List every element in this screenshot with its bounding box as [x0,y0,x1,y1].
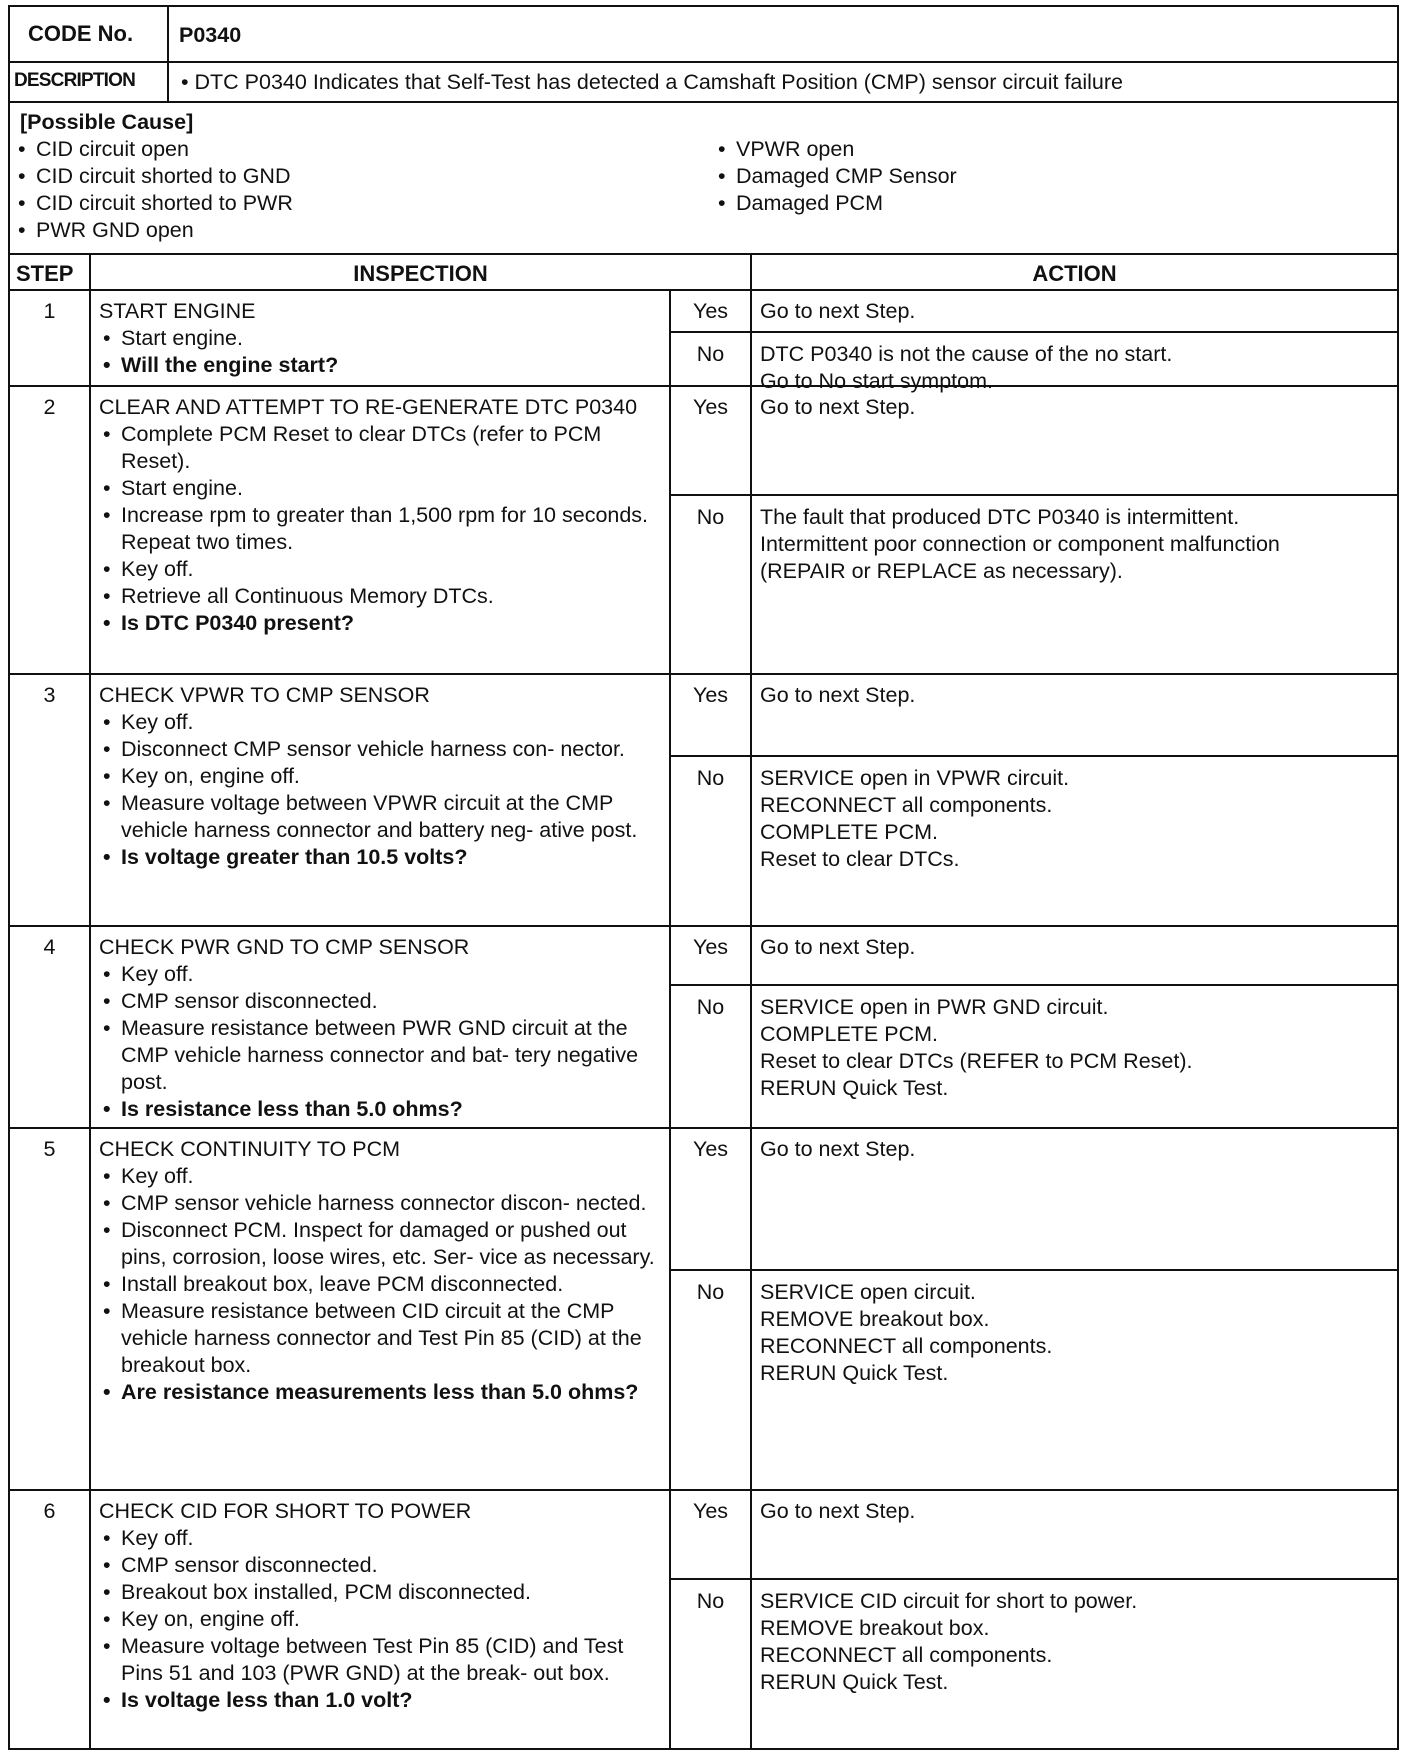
inspection-item: • Key off. [99,961,661,988]
description-text: • DTC P0340 Indicates that Self-Test has detected a Camshaft Position (CMP) sensor circuit failure [181,70,1124,94]
action-line: Reset to clear DTCs. [760,847,960,871]
inspection-item: • Start engine. [99,475,661,502]
inspection-cell [99,298,661,379]
action-line: REMOVE breakout box. [760,1307,990,1331]
code-label: CODE No. [28,21,134,46]
step-title: CHECK PWR GND TO CMP SENSOR [99,935,470,959]
yes-action [760,1136,1390,1163]
possible-cause-row [10,103,1397,255]
no-action [760,765,1390,873]
inspection-cell [99,682,661,871]
yes-label: Yes [692,299,729,323]
action-line: Go to next Step. [760,683,916,707]
inspection-question: • Are resistance measurements less than 5.0 ohms? [99,1379,661,1406]
yes-action [760,394,1390,421]
action-line: RERUN Quick Test. [760,1361,949,1385]
code-row [10,7,1397,63]
inspection-item: • Key off. [99,556,661,583]
code-value: P0340 [179,23,242,47]
inspection-item: • Key on, engine off. [99,1606,661,1633]
action-line: Go to next Step. [760,299,916,323]
no-label: No [696,342,725,366]
description-label: DESCRIPTION [14,70,136,91]
step-number: 3 [43,683,56,707]
table-row [10,675,1397,927]
inspection-item: • Key off. [99,1163,661,1190]
step-number: 6 [43,1499,56,1523]
action-line: SERVICE open circuit. [760,1280,976,1304]
action-line: The fault that produced DTC P0340 is intermittent. [760,505,1240,529]
inspection-item: • Measure voltage between VPWR circuit at the CMP vehicle harness connector and battery neg- ative post. [99,790,661,844]
no-action [760,994,1390,1102]
action-line: Intermittent poor connection or component malfunction [760,532,1280,556]
diagnostic-sheet [8,5,1399,1750]
step-number: 4 [43,935,56,959]
action-line: REMOVE breakout box. [760,1616,990,1640]
step-number: 2 [43,395,56,419]
step-title: CLEAR AND ATTEMPT TO RE-GENERATE DTC P0340 [99,395,638,419]
action-line: COMPLETE PCM. [760,1022,938,1046]
step-title: CHECK CID FOR SHORT TO POWER [99,1499,472,1523]
col-inspection-header: INSPECTION [353,261,488,286]
table-header [10,255,1397,291]
table-row [10,1491,1397,1748]
inspection-item: • Measure resistance between PWR GND circuit at the CMP vehicle harness connector and bat- tery negative post. [99,1015,661,1096]
action-line: RERUN Quick Test. [760,1670,949,1694]
inspection-item: • Key off. [99,1525,661,1552]
table-row [10,387,1397,675]
no-label: No [696,1589,725,1613]
inspection-item: • Breakout box installed, PCM disconnected. [99,1579,661,1606]
yes-action [760,298,1390,325]
yes-label: Yes [692,1499,729,1523]
inspection-item: • Disconnect PCM. Inspect for damaged or pushed out pins, corrosion, loose wires, etc. Ser- vice as necessary. [99,1217,661,1271]
yes-action [760,934,1390,961]
inspection-item: • Install breakout box, leave PCM disconnected. [99,1271,661,1298]
yes-action [760,682,1390,709]
cause-item: • Damaged CMP Sensor [714,163,957,190]
description-row [10,63,1397,103]
action-line: SERVICE open in VPWR circuit. [760,766,1070,790]
inspection-question: • Is voltage less than 1.0 volt? [99,1687,661,1714]
inspection-cell [99,1136,661,1406]
inspection-item: • CMP sensor disconnected. [99,988,661,1015]
inspection-question: • Is voltage greater than 10.5 volts? [99,844,661,871]
no-action [760,1279,1390,1387]
cause-item: • Damaged PCM [714,190,957,217]
step-title: CHECK CONTINUITY TO PCM [99,1137,401,1161]
col-step-header: STEP [16,261,74,286]
action-line: Go to No start symptom. [760,369,993,393]
yes-action [760,1498,1390,1525]
inspection-question: • Is resistance less than 5.0 ohms? [99,1096,661,1123]
action-line: Go to next Step. [760,935,916,959]
inspection-cell [99,394,661,637]
inspection-item: • Measure resistance between CID circuit at the CMP vehicle harness connector and Test Pin 85 (CID) at the breakout box. [99,1298,661,1379]
yes-label: Yes [692,935,729,959]
inspection-item: • Key on, engine off. [99,763,661,790]
inspection-cell [99,1498,661,1714]
inspection-item: • Key off. [99,709,661,736]
action-line: DTC P0340 is not the cause of the no start. [760,342,1173,366]
no-action [760,1588,1390,1696]
step-number: 1 [43,299,56,323]
action-line: Reset to clear DTCs (REFER to PCM Reset). [760,1049,1193,1073]
inspection-item: • CMP sensor disconnected. [99,1552,661,1579]
table-row [10,291,1397,393]
cause-item: • CID circuit shorted to PWR [14,190,293,217]
inspection-item: • Retrieve all Continuous Memory DTCs. [99,583,661,610]
table-row [10,927,1397,1129]
action-line: (REPAIR or REPLACE as necessary). [760,559,1123,583]
action-line: SERVICE open in PWR GND circuit. [760,995,1109,1019]
col-action-header: ACTION [1032,261,1117,286]
inspection-item: • Start engine. [99,325,661,352]
inspection-item: • Increase rpm to greater than 1,500 rpm for 10 seconds. Repeat two times. [99,502,661,556]
cause-list-left [14,136,293,244]
step-title: CHECK VPWR TO CMP SENSOR [99,683,430,707]
inspection-cell [99,934,661,1123]
cause-item: • PWR GND open [14,217,293,244]
no-action [760,504,1390,585]
action-line: Go to next Step. [760,395,916,419]
step-title: START ENGINE [99,299,256,323]
inspection-question: • Will the engine start? [99,352,661,379]
action-line: Go to next Step. [760,1137,916,1161]
no-label: No [696,995,725,1019]
yes-label: Yes [692,395,729,419]
action-line: SERVICE CID circuit for short to power. [760,1589,1138,1613]
action-line: RECONNECT all components. [760,793,1053,817]
inspection-item: • Measure voltage between Test Pin 85 (CID) and Test Pins 51 and 103 (PWR GND) at the break- out box. [99,1633,661,1687]
cause-item: • CID circuit open [14,136,293,163]
no-label: No [696,505,725,529]
action-line: RECONNECT all components. [760,1643,1053,1667]
inspection-item: • Complete PCM Reset to clear DTCs (refer to PCM Reset). [99,421,661,475]
cause-item: • VPWR open [714,136,957,163]
step-number: 5 [43,1137,56,1161]
action-line: Go to next Step. [760,1499,916,1523]
yes-label: Yes [692,683,729,707]
yes-label: Yes [692,1137,729,1161]
inspection-question: • Is DTC P0340 present? [99,610,661,637]
action-line: RECONNECT all components. [760,1334,1053,1358]
action-line: RERUN Quick Test. [760,1076,949,1100]
no-label: No [696,1280,725,1304]
inspection-item: • CMP sensor vehicle harness connector discon- nected. [99,1190,661,1217]
action-line: COMPLETE PCM. [760,820,938,844]
table-row [10,1129,1397,1491]
cause-list-right [714,136,957,217]
no-label: No [696,766,725,790]
possible-cause-title: [Possible Cause] [20,110,194,134]
cause-item: • CID circuit shorted to GND [14,163,293,190]
inspection-item: • Disconnect CMP sensor vehicle harness con- nector. [99,736,661,763]
